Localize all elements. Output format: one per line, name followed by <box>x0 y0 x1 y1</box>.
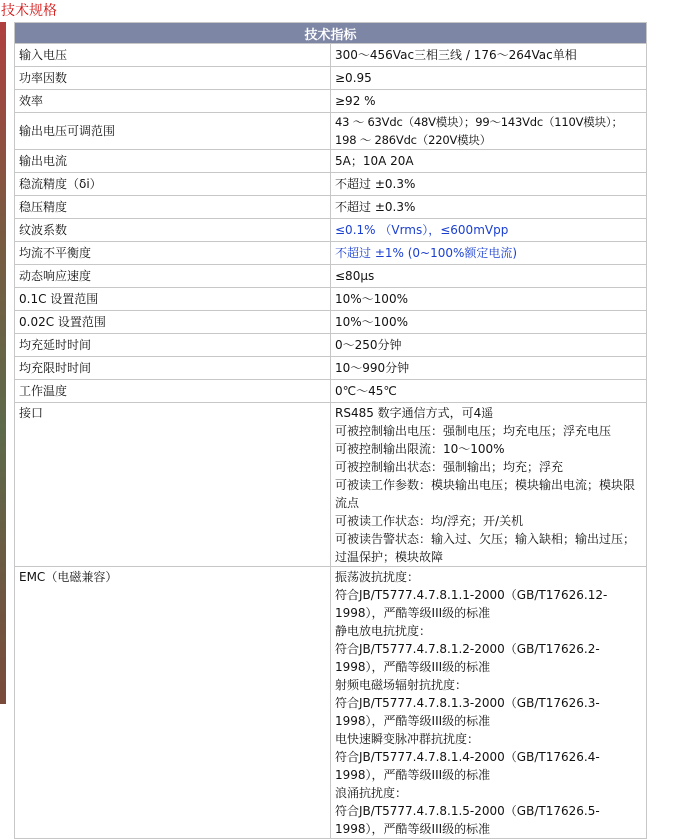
emc-line: 符合JB/T5777.4.7.8.1.2-2000（GB/T17626.2-1998），严酷等级III级的标准 <box>335 642 600 674</box>
row-label: 均充延时时间 <box>15 334 331 357</box>
row-label: 稳流精度（δi） <box>15 173 331 196</box>
table-header-row <box>15 23 647 44</box>
emc-line: 符合JB/T5777.4.7.8.1.4-2000（GB/T17626.4-1998），严酷等级III级的标准 <box>335 750 600 782</box>
row-value: 300～456Vac三相三线 / 176～264Vac单相 <box>331 44 647 67</box>
table-header: 技术指标 <box>15 23 647 44</box>
emc-line: 静电放电抗扰度： <box>335 624 432 638</box>
interface-value <box>331 403 647 567</box>
row-label: 均流不平衡度 <box>15 242 331 265</box>
interface-line: 可被控制输出电压：强制电压；均充电压；浮充电压 <box>335 424 612 438</box>
row-label: 输出电压可调范围 <box>15 113 331 150</box>
interface-line: 可被控制输出状态：强制输出；均充；浮充 <box>335 460 564 474</box>
emc-line: 符合JB/T5777.4.7.8.1.1-2000（GB/T17626.12-1998），严酷等级III级的标准 <box>335 588 608 620</box>
row-value: ≥92 % <box>331 90 647 113</box>
table-row <box>15 311 647 334</box>
emc-line: 符合JB/T5777.4.7.8.1.5-2000（GB/T17626.5-1998），严酷等级III级的标准 <box>335 804 600 836</box>
row-label: 动态响应速度 <box>15 265 331 288</box>
table-row <box>15 357 647 380</box>
table-row <box>15 219 647 242</box>
row-value: 不超过 ±1% (0~100%额定电流) <box>331 242 647 265</box>
interface-label: 接口 <box>15 403 331 567</box>
row-label: 功率因数 <box>15 67 331 90</box>
row-value: 10～990分钟 <box>331 357 647 380</box>
table-row <box>15 242 647 265</box>
left-edge-strip <box>0 22 6 704</box>
row-label: 工作温度 <box>15 380 331 403</box>
table-row <box>15 288 647 311</box>
row-label: 输出电流 <box>15 150 331 173</box>
spec-table <box>14 22 647 839</box>
table-row <box>15 380 647 403</box>
table-row-interface <box>15 403 647 567</box>
table-row <box>15 113 647 150</box>
row-label: 稳压精度 <box>15 196 331 219</box>
row-value: 0～250分钟 <box>331 334 647 357</box>
row-label: 0.1C 设置范围 <box>15 288 331 311</box>
row-value: 不超过 ±0.3% <box>331 173 647 196</box>
emc-line: 电快速瞬变脉冲群抗扰度： <box>335 732 480 746</box>
row-value: 43 ～ 63Vdc（48V模块）；99～143Vdc（110V模块）；198 ～ 286Vdc（220V模块） <box>331 113 647 150</box>
table-row <box>15 44 647 67</box>
row-value: 不超过 ±0.3% <box>331 196 647 219</box>
row-value: ≤0.1% （Vrms），≤600mVpp <box>331 219 647 242</box>
emc-line: 振荡波抗扰度： <box>335 570 420 584</box>
row-value: ≤80μs <box>331 265 647 288</box>
interface-line: 可被读工作状态：均/浮充；开/关机 <box>335 514 524 528</box>
table-row <box>15 90 647 113</box>
table-row <box>15 265 647 288</box>
table-row <box>15 150 647 173</box>
interface-line: 可被读告警状态：输入过、欠压；输入缺相；输出过压；过温保护；模块故障 <box>335 532 636 564</box>
emc-line: 射频电磁场辐射抗扰度： <box>335 678 468 692</box>
row-label: 纹波系数 <box>15 219 331 242</box>
row-value: 5A；10A 20A <box>331 150 647 173</box>
emc-label: EMC（电磁兼容） <box>15 567 331 839</box>
row-label: 0.02C 设置范围 <box>15 311 331 334</box>
interface-line: 可被读工作参数：模块输出电压；模块输出电流；模块限流点 <box>335 478 636 510</box>
row-value: 10%～100% <box>331 311 647 334</box>
page-title: 技术规格 <box>1 3 57 19</box>
table-row <box>15 196 647 219</box>
table-row <box>15 173 647 196</box>
emc-line: 浪涌抗扰度： <box>335 786 408 800</box>
table-row <box>15 67 647 90</box>
row-label: 均充限时时间 <box>15 357 331 380</box>
row-value: 10%～100% <box>331 288 647 311</box>
row-value: 0℃～45℃ <box>331 380 647 403</box>
emc-value <box>331 567 647 839</box>
interface-line: RS485 数字通信方式，可4遥 <box>335 406 494 420</box>
interface-line: 可被控制输出限流：10～100% <box>335 442 505 456</box>
row-value: ≥0.95 <box>331 67 647 90</box>
table-row <box>15 334 647 357</box>
row-label: 效率 <box>15 90 331 113</box>
emc-line: 符合JB/T5777.4.7.8.1.3-2000（GB/T17626.3-1998），严酷等级III级的标准 <box>335 696 600 728</box>
table-row-emc <box>15 567 647 839</box>
row-label: 输入电压 <box>15 44 331 67</box>
